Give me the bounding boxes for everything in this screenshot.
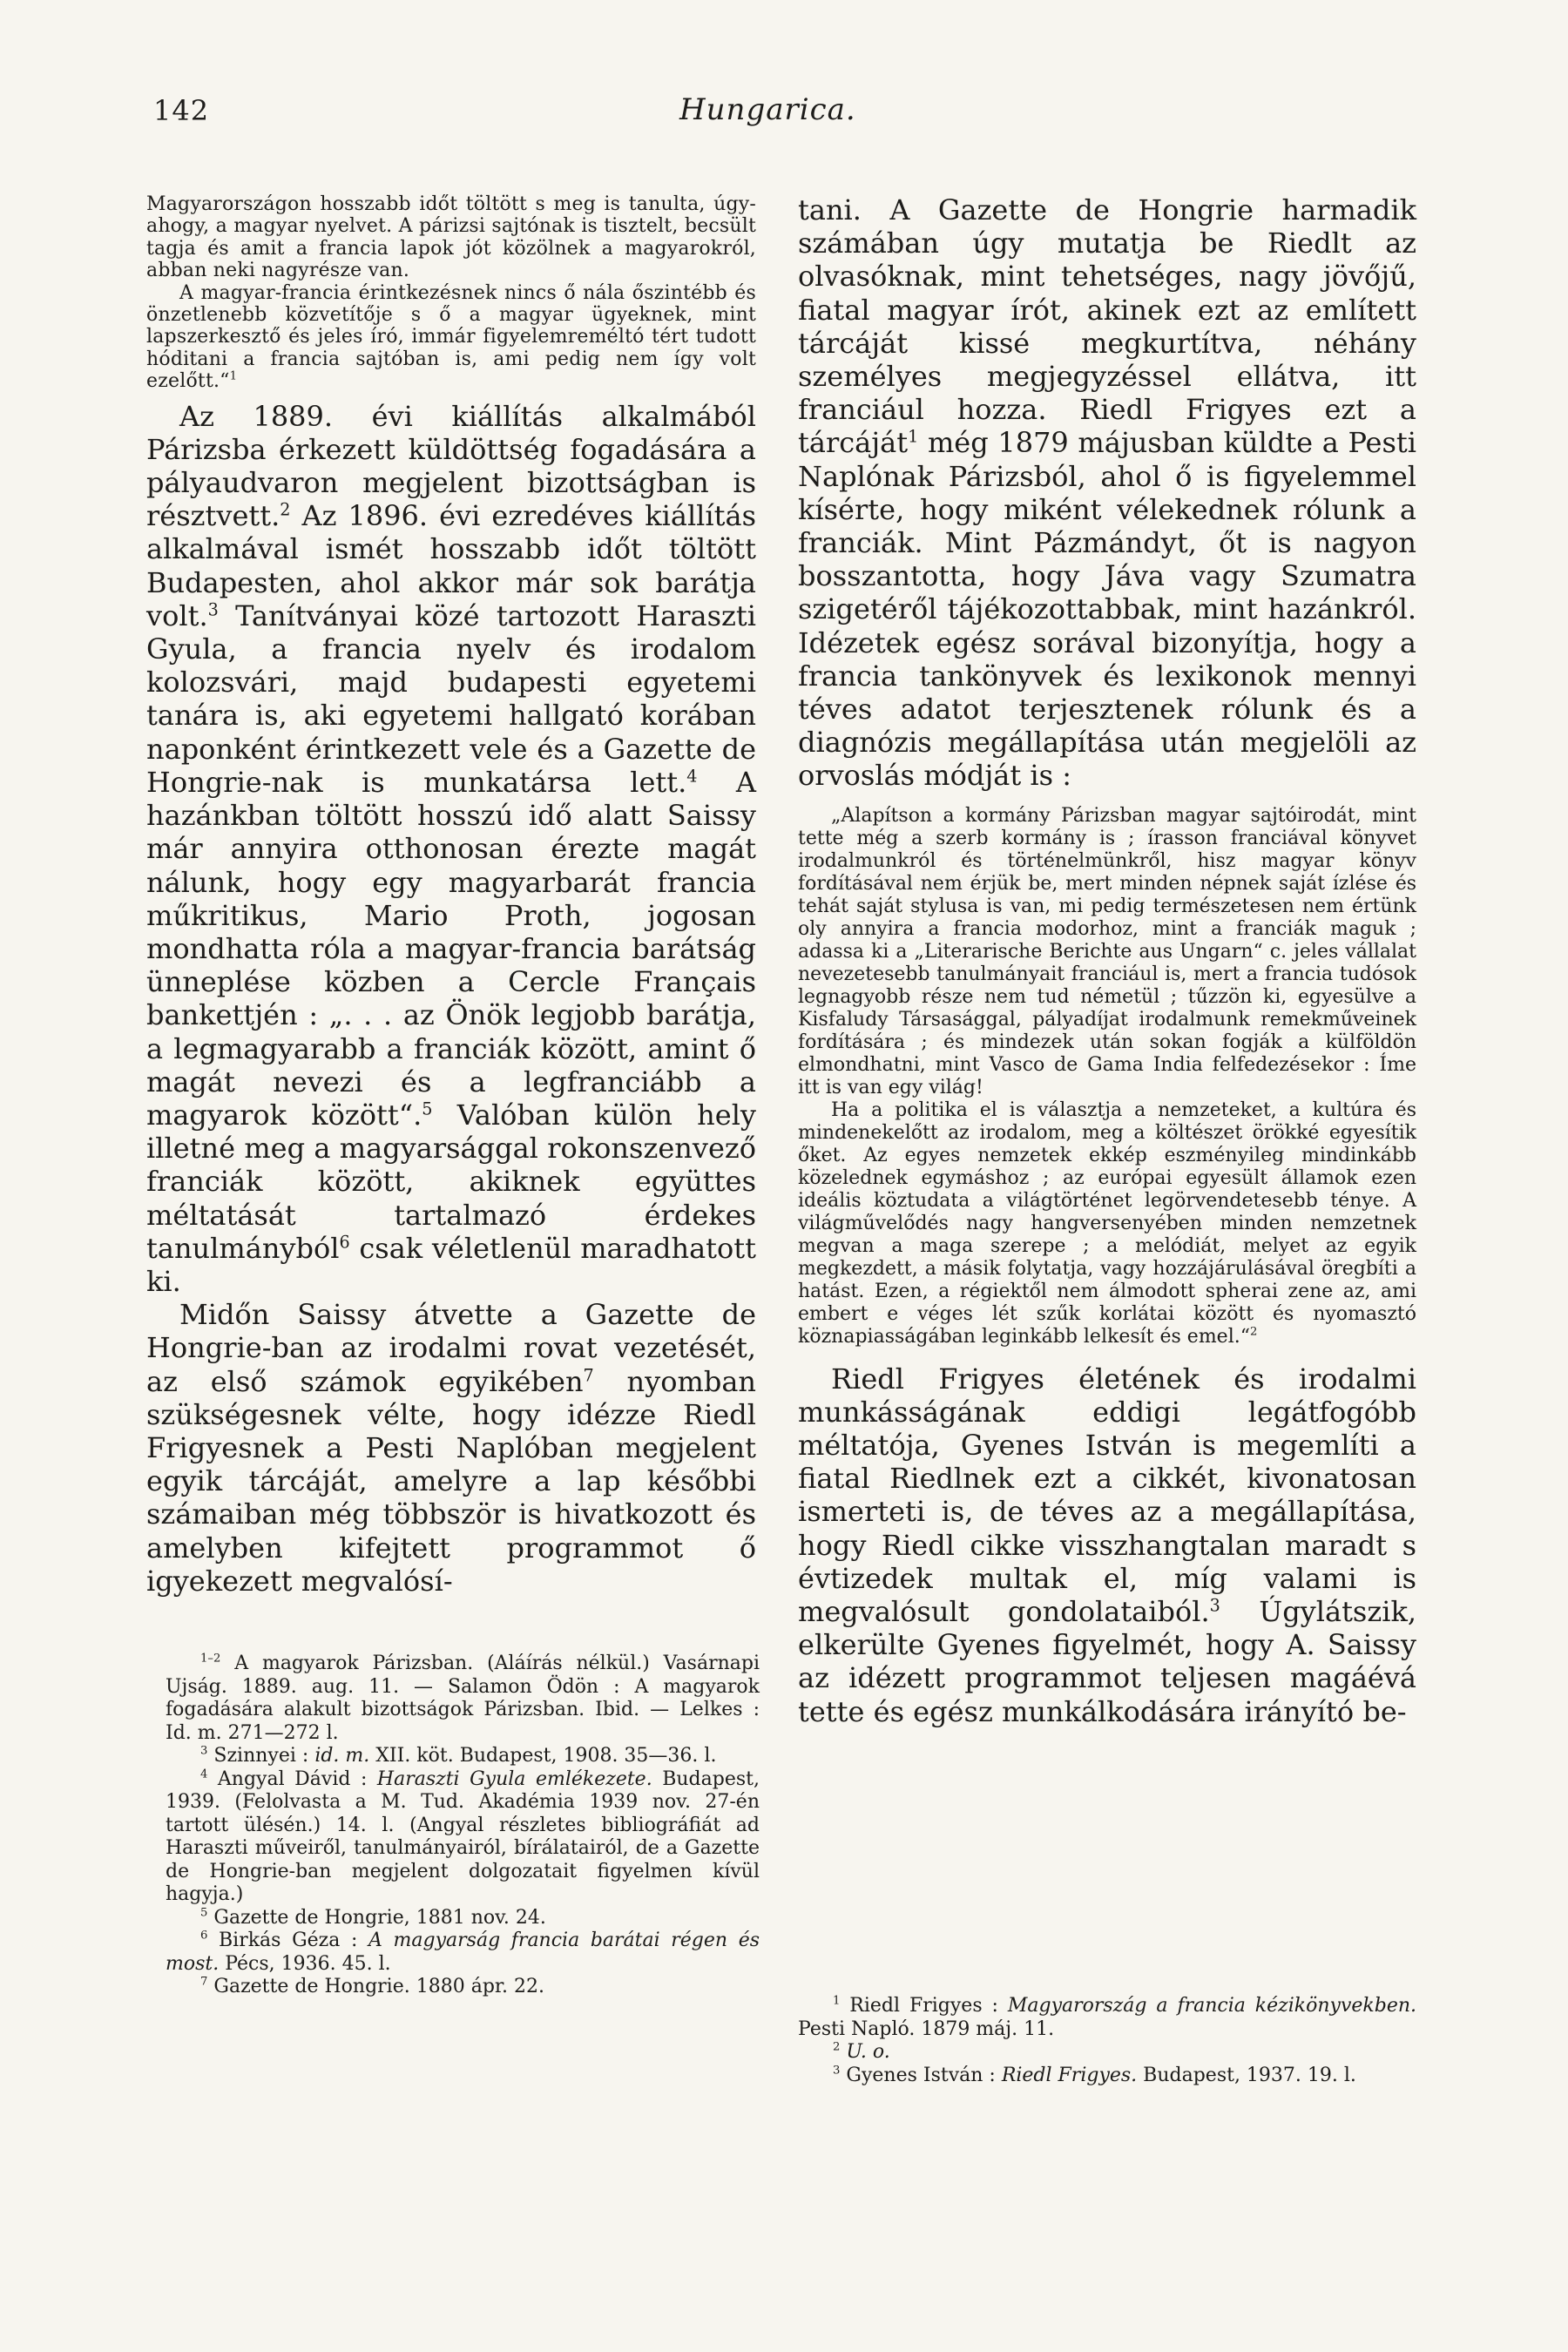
text-run: Valóban külön hely illetné meg a magyarsággal rokonszenvező franciák között, akiknek együttes méltatását tartalmazó érdekes tanulmányból [146,1098,757,1265]
footnote-3 [166,1745,760,1768]
footnote-1-2 [166,1652,760,1745]
footnote-italic: Haraszti Gyula emlékezete. [376,1767,652,1790]
page-number: 142 [153,94,210,127]
footnote-4 [166,1768,760,1907]
footnote-number: 1 [833,1994,841,2008]
text-run: nyomban szükségesnek vélte, hogy idézze Riedl Frigyesnek a Pesti Naplóban megjelent egyik tárcáját, amelyre a lap későbbi számaiban még többször is hivatkozott és amelyben kifejtett programmot ő igyekezett megvalósí- [146,1364,756,1598]
text-run: A hazánkban töltött hosszú idő alatt Saissy már annyira otthonosan érezte magát nálunk, hogy egy magyarbarát francia műkritikus, Mario Proth, jogosan mondhatta róla a magyar-francia barátság ünneplése közben a Cercle Français bankettjén : „. . . az Önök legjobb barátja, a legmagyarabb a franciák között, amint ő magát nevezi és a legfranciább a magyarok között“. [146,765,756,1132]
footnote-text: Gazette de Hongrie. 1880 ápr. 22. [207,1976,544,1997]
footnote-text: Budapest, 1939. (Felolvasta a M. Tud. Akadémia 1939 nov. 27-én tartott ülésén.) 14. l. (Angyal részletes bibliográfiát ad Haraszti műveiről, tanulmányairól, bírálatairól, de a Gazette de Hongrie-ban megjelent dolgozatait figyelmen kívül hagyja.) [166,1767,760,1905]
footnote-text: Szinnyei : [207,1745,315,1767]
text-run: tani. A Gazette de Hongrie harmadik számában úgy mutatja be Riedlt az olvasóknak, mint tehetséges, nagy jövőjű, fiatal magyar írót, akinek ezt az említett tárcáját kissé megkurtítva, néhány személyes megjegyzéssel ellátva, itt franciául hozza. Riedl Frigyes ezt a tárcáját [798,193,1416,460]
footnote-ref: 7 [583,1364,594,1385]
footnote-ref: 4 [686,766,698,787]
text-run: Tanítványai közé tartozott Haraszti Gyula, a francia nyelv és irodalom kolozsvári, majd budapesti egyetemi tanára is, aki egyetemi hallgató korában naponként érintkezett vele és a Gazette de Hongrie-nak is munkatársa lett. [146,598,756,799]
footnote-ref: 6 [339,1232,350,1253]
footnote-text: Pesti Napló. 1879 máj. 11. [798,2017,1055,2040]
right-footnotes [798,1995,1416,2087]
left-column [146,193,756,1598]
running-title: Hungarica. [679,92,856,127]
footnote-text: Birkás Géza : [207,1930,369,1951]
text-run: Az 1896. évi ezredéves kiállítás alkalmával ismét hosszabb időt töltött Budapesten, ahol akkor már sok barátja volt. [146,499,756,632]
footnote-text: Riedl Frigyes : [840,1995,1008,2017]
footnote-text: XII. köt. Budapest, 1908. 35—36. l. [369,1745,717,1767]
footnote-number: 7 [200,1975,208,1989]
footnote-number: 2 [833,2040,841,2054]
footnote-ref: 1 [229,369,238,383]
footnote-r3 [798,2065,1416,2088]
footnote-r1 [798,1995,1416,2041]
footnote-number: 6 [200,1929,208,1943]
footnote-italic: A magyarság francia barátai régen és most. [166,1930,760,1975]
footnote-text: Budapest, 1937. 19. l. [1137,2064,1356,2086]
footnote-italic: Magyarország a francia kézikönyvekben. [1007,1995,1416,2017]
footnote-number: 3 [833,2064,841,2078]
footnote-italic: U. o. [840,2041,890,2063]
body-paragraph-4 [798,1362,1416,1728]
footnote-text: Angyal Dávid : [207,1767,377,1790]
footnote-7 [166,1976,760,1999]
riedl-quote-paragraph-2 [798,1099,1416,1348]
footnote-ref: 2 [1249,1325,1258,1339]
footnote-number: 5 [200,1906,208,1920]
footnote-number: 1–2 [200,1652,221,1666]
text-run: csak véletlenül maradhatott ki. [146,1231,756,1298]
text-run: Ha a politika el is választja a nemzeteket, a kultúra és mindenekelőtt az irodalom, meg a költészet örökké egyesítik őket. Az egyes nemzetek ekkép eszményileg mindinkább közelednek egymáshoz ; az európai egyesült államok ezen ideális köztudata a világtörténet legörvendetesebb ténye. A világművelődés nagy hangversenyében minden nemzetnek megvan a maga szerepe ; a melódiát, melyet az egyik megkezdett, a másik folytatja, vagy hozzájárulásával öregbíti a hatást. Ezen, a régiektől nem álmodott spherai zene az, ami embert e véges lét szűk korlátai között és nyomasztó köznapiasságában leginkább lelkesít és emel.“ [798,1098,1416,1348]
quote-paragraph-1: Magyarországon hosszabb időt töltött s meg is tanulta, úgy-ahogy, a magyar nyelvet. A párizsi sajtónak is tisztelt, becsült tagja és amit a francia lapok jót közölnek a magyarokról, abban neki nagyrésze van. [146,193,756,282]
footnote-ref: 2 [280,499,291,520]
quote-paragraph-2-text: A magyar-francia érintkezésnek nincs ő nála őszintébb és önzetlenebb közvetítője s ő a magyar ügyeknek, mint lapszerkesztő és jeles író, immár figyelemreméltó tért tudott hóditani a francia sajtóban is, ami pedig nem így volt ezelőtt.“ [146,281,756,393]
text-run: Úgylátszik, elkerülte Gyenes figyelmét, hogy A. Saissy az idézett programmot teljesen magáévá tette és egész munkálkodására irányító be- [798,1595,1417,1728]
right-column [798,193,1416,1728]
footnote-ref: 5 [422,1098,433,1119]
footnote-r2 [798,2041,1416,2065]
footnote-italic: Riedl Frigyes. [1001,2064,1138,2086]
quote-paragraph-2 [146,282,756,393]
footnote-ref: 3 [207,599,219,620]
footnote-ref: 1 [908,426,919,447]
text-run: Riedl Frigyes életének és irodalmi munkásságának eddigi legátfogóbb méltatója, Gyenes István is megemlíti a fiatal Riedlnek ezt a cikkét, kivonatosan ismerteti is, de téves az a megállapítása, hogy Riedl cikke visszhangtalan maradt s évtizedek multak el, míg valami is megvalósult gondolataiból. [798,1362,1416,1629]
footnote-italic: id. m. [314,1745,370,1767]
body-paragraph-1 [146,400,756,1298]
text-run: Midőn Saissy átvette a Gazette de Hongrie-ban az irodalmi rovat vezetését, az első számok egyikében [146,1298,756,1398]
body-paragraph-2 [146,1298,756,1598]
text-run: még 1879 májusban küldte a Pesti Naplónak Párizsból, ahol ő is figyelemmel kísérte, hogy miként vélekednek rólunk a franciák. Mint Pázmándyt, őt is nagyon bosszantotta, hogy Jáva vagy Szumatra szigetéről tájékozottabbak, mint hazánkról. Idézetek egész sorával bizonyítja, hogy a francia tankönyvek és lexikonok mennyi téves adatot terjesztenek rólunk és a diagnózis megállapítása után megjelöli az orvoslás módját is : [798,426,1416,793]
footnote-text: Gyenes István : [840,2064,1002,2086]
footnote-6 [166,1930,760,1976]
footnote-number: 3 [200,1744,208,1758]
riedl-quote-paragraph-1: „Alapítson a kormány Párizsban magyar sajtóirodát, mint tette még a szerb kormány is ; írasson franciával könyvet irodalmunkról és történelmünkről, hisz magyar könyv fordításával nem érjük be, mert minden népnek saját ízlése és tehát saját stylusa is van, mi pedig természetesen nem értünk oly annyira a francia modorhoz, mint a franciák maguk ; adassa ki a „Literarische Berichte aus Ungarn“ c. jeles vállalat nevezetesebb tanulmányait franciául is, mert a francia tudósok legnagyobb része nem tud németül ; tűzzön ki, egyesülve a Kisfaludy Társasággal, pályadíjat irodalmunk remekműveinek fordítására ; és mindezek után sokan fogják a külföldön elmondhatni, mint Vasco de Gama India felfedezésekor : Íme itt is van egy világ! [798,804,1416,1098]
footnote-ref: 3 [1209,1595,1220,1616]
footnote-text: Pécs, 1936. 45. l. [219,1952,391,1975]
body-paragraph-3 [798,193,1416,793]
left-footnotes [166,1652,760,1999]
footnote-number: 4 [200,1767,208,1781]
text-run: Az 1889. évi kiállítás alkalmából Párizsba érkezett küldöttség fogadására a pályaudvaron megjelent bizottságban is résztvett. [146,399,756,533]
footnote-text: Gazette de Hongrie, 1881 nov. 24. [207,1906,546,1929]
footnote-5 [166,1907,760,1930]
footnote-text: A magyarok Párizsban. (Aláírás nélkül.) Vasárnapi Ujság. 1889. aug. 11. — Salamon Ödön : A magyarok fogadására alakult bizottságok Párizsban. Ibid. — Lelkes : Id. m. 271—272 l. [166,1652,760,1744]
